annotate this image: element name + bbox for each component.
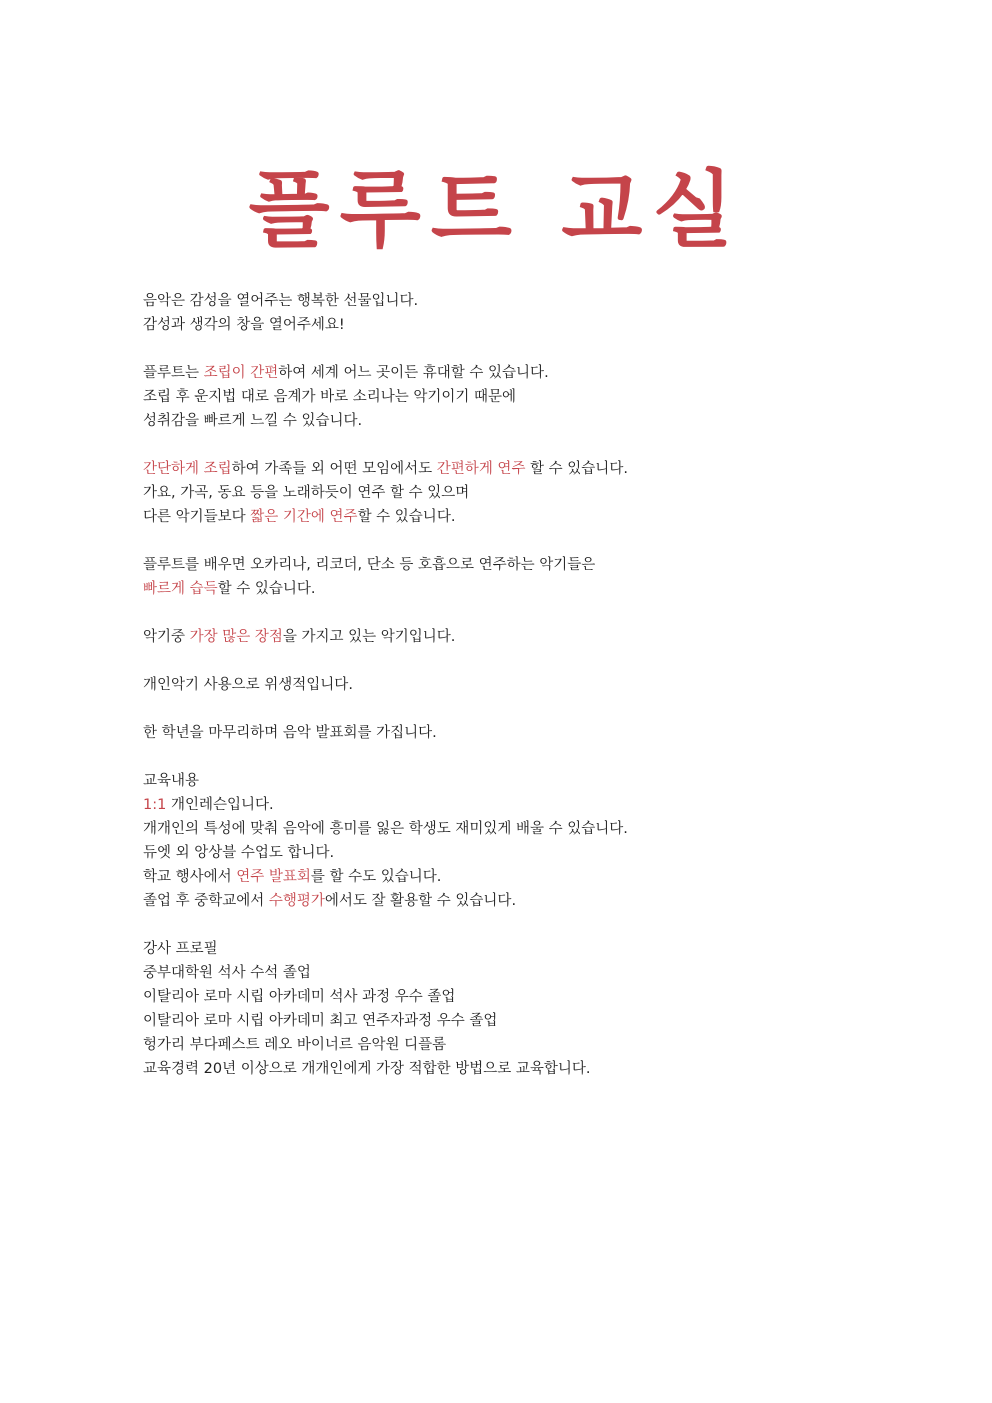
paragraph xyxy=(143,625,863,649)
text-segment: 플루트를 배우면 오카리나, 리코더, 단소 등 호흡으로 연주하는 악기들은 xyxy=(143,557,596,573)
text-segment: 할 수 있습니다. xyxy=(525,461,628,477)
text-segment: 성취감을 빠르게 느낄 수 있습니다. xyxy=(143,413,363,429)
paragraph xyxy=(143,769,863,913)
highlighted-text: 수행평가 xyxy=(268,893,325,909)
highlighted-text: 연주 발표회 xyxy=(236,869,311,885)
text-segment: 듀엣 외 앙상블 수업도 합니다. xyxy=(143,845,335,861)
highlighted-text: 조립이 간편 xyxy=(203,365,279,381)
paragraph-gap xyxy=(143,529,863,553)
text-segment: 하여 세계 어느 곳이든 휴대할 수 있습니다. xyxy=(278,365,549,381)
text-segment: 가요, 가곡, 동요 등을 노래하듯이 연주 할 수 있으며 xyxy=(143,485,470,501)
text-line xyxy=(143,553,863,577)
paragraph xyxy=(143,937,863,1081)
text-segment: 음악은 감성을 열어주는 행복한 선물입니다. xyxy=(143,293,419,309)
text-segment: 할 수 있습니다. xyxy=(357,509,456,525)
highlighted-text: 짧은 기간에 연주 xyxy=(250,509,358,525)
text-line xyxy=(143,1033,863,1057)
text-line xyxy=(143,721,863,745)
text-segment: 졸업 후 중학교에서 xyxy=(143,893,269,909)
text-line xyxy=(143,985,863,1009)
text-line xyxy=(143,889,863,913)
text-line xyxy=(143,793,863,817)
paragraph xyxy=(143,553,863,601)
paragraph xyxy=(143,721,863,745)
text-segment: 개인악기 사용으로 위생적입니다. xyxy=(143,677,353,693)
page-title: 플루트 교실 xyxy=(248,161,744,259)
text-segment: 을 가지고 있는 악기입니다. xyxy=(282,629,456,645)
text-line xyxy=(143,505,863,529)
paragraph-gap xyxy=(143,697,863,721)
text-line xyxy=(143,769,863,793)
paragraph-gap xyxy=(143,433,863,457)
text-segment: 한 학년을 마무리하며 음악 발표회를 가집니다. xyxy=(143,725,437,741)
text-line xyxy=(143,361,863,385)
text-line xyxy=(143,385,863,409)
text-line xyxy=(143,481,863,505)
paragraph-gap xyxy=(143,337,863,361)
text-segment: 이탈리아 로마 시립 아카데미 석사 과정 우수 졸업 xyxy=(143,989,456,1005)
text-line xyxy=(143,673,863,697)
text-segment: 를 할 수도 있습니다. xyxy=(310,869,442,885)
paragraph xyxy=(143,457,863,529)
text-segment: 에서도 잘 활용할 수 있습니다. xyxy=(324,893,517,909)
text-segment: 개개인의 특성에 맞춰 음악에 흥미를 잃은 학생도 재미있게 배울 수 있습니다. xyxy=(143,821,628,837)
text-segment: 감성과 생각의 창을 열어주세요! xyxy=(143,317,345,333)
highlighted-text: 간단하게 조립 xyxy=(143,461,232,477)
text-line xyxy=(143,577,863,601)
text-segment: 할 수 있습니다. xyxy=(217,581,316,597)
text-segment: 헝가리 부다페스트 레오 바이너르 음악원 디플롬 xyxy=(143,1037,447,1053)
paragraph-gap xyxy=(143,601,863,625)
text-line xyxy=(143,1057,863,1081)
highlighted-text: 가장 많은 장점 xyxy=(189,629,283,645)
paragraph xyxy=(143,289,863,337)
text-line xyxy=(143,865,863,889)
text-segment: 조립 후 운지법 대로 음계가 바로 소리나는 악기이기 때문에 xyxy=(143,389,517,405)
text-segment: 이탈리아 로마 시립 아카데미 최고 연주자과정 우수 졸업 xyxy=(143,1013,498,1029)
paragraph xyxy=(143,361,863,433)
text-line xyxy=(143,625,863,649)
text-line xyxy=(143,937,863,961)
body-text xyxy=(143,289,863,1081)
text-segment: 중부대학원 석사 수석 졸업 xyxy=(143,965,311,981)
highlighted-text: 간편하게 연주 xyxy=(436,461,526,477)
text-segment: 교육내용 xyxy=(143,773,200,789)
text-line xyxy=(143,1009,863,1033)
paragraph-gap xyxy=(143,913,863,937)
text-line xyxy=(143,289,863,313)
highlighted-text: 1:1 xyxy=(143,797,167,813)
text-line xyxy=(143,841,863,865)
paragraph-gap xyxy=(143,649,863,673)
highlighted-text: 빠르게 습득 xyxy=(143,581,218,597)
text-segment: 개인레슨입니다. xyxy=(166,797,274,813)
text-line xyxy=(143,409,863,433)
text-line xyxy=(143,961,863,985)
paragraph xyxy=(143,673,863,697)
text-segment: 악기중 xyxy=(143,629,190,645)
text-segment: 학교 행사에서 xyxy=(143,869,237,885)
text-segment: 교육경력 20년 이상으로 개개인에게 가장 적합한 방법으로 교육합니다. xyxy=(143,1061,591,1077)
text-line xyxy=(143,313,863,337)
text-segment: 강사 프로필 xyxy=(143,941,218,957)
text-segment: 플루트는 xyxy=(143,365,204,381)
text-line xyxy=(143,457,863,481)
text-segment: 다른 악기들보다 xyxy=(143,509,251,525)
text-segment: 하여 가족들 외 어떤 모임에서도 xyxy=(231,461,437,477)
paragraph-gap xyxy=(143,745,863,769)
text-line xyxy=(143,817,863,841)
